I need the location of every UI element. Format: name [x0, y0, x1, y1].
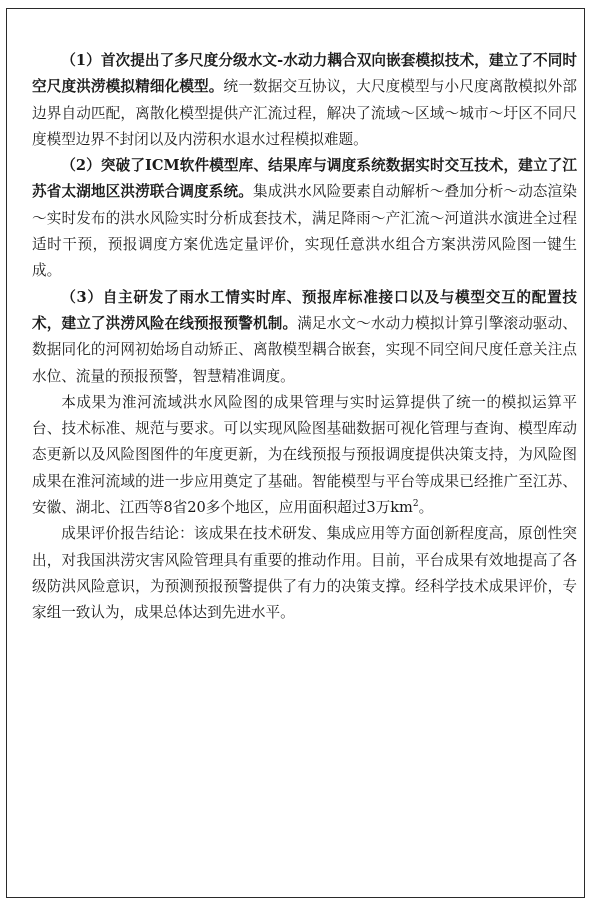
application-text-tail: 。 [418, 499, 434, 517]
innovation-2-heading: （2）突破了ICM软件模型库、结果库与调度系统数据实时交互技术，建立了江苏省太湖地区洪涝联合调度系统。 [32, 157, 577, 201]
innovation-3-text: 满足水文～水动力模拟计算引擎滚动驱动、数据同化的河网初始场自动矫正、离散模型耦合嵌套，实现不同空间尺度任意关注点水位、流量的预报预警，智慧精准调度。 [32, 314, 577, 385]
paragraph-application [32, 390, 577, 521]
innovation-3-heading: （3）自主研发了雨水工情实时库、预报库标准接口以及与模型交互的配置技术，建立了洪涝风险在线预报预警机制。 [32, 288, 577, 332]
evaluation-text: 成果评价报告结论：该成果在技术研发、集成应用等方面创新程度高，原创性突出，对我国洪涝灾害风险管理具有重要的推动作用。目前，平台成果有效地提高了各级防洪风险意识，为预测预报预警提供了有力的决策支撑。经科学技术成果评价，专家组一致认为，成果总体达到先进水平。 [32, 525, 577, 622]
paragraph-evaluation-conclusion [32, 521, 577, 626]
paragraph-innovation-1 [32, 48, 577, 153]
area-unit-superscript: 2 [412, 499, 419, 510]
document-body [32, 48, 577, 627]
innovation-2-text: 集成洪水风险要素自动解析～叠加分析～动态渲染～实时发布的洪水风险实时分析成套技术，满足降雨～产汇流～河道洪水演进全过程适时干预，预报调度方案优选定量评价，实现任意洪水组合方案洪涝风险图一键生成。 [32, 183, 577, 280]
innovation-1-text: 统一数据交互协议，大尺度模型与小尺度离散模拟外部边界自动匹配，离散化模型提供产汇流过程，解决了流域～区域～城市～圩区不同尺度模型边界不封闭以及内涝积水退水过程模拟难题。 [32, 78, 577, 148]
innovation-1-heading: （1）首次提出了多尺度分级水文-水动力耦合双向嵌套模拟技术，建立了不同时空尺度洪涝模拟精细化模型。 [32, 52, 577, 96]
paragraph-innovation-3 [32, 285, 577, 390]
application-text: 本成果为淮河流域洪水风险图的成果管理与实时运算提供了统一的模拟运算平台、技术标准、规范与要求。可以实现风险图基础数据可视化管理与查询、模型库动态更新以及风险图图件的年度更新，为在线预报与预报调度提供决策支持，为风险图成果在淮河流域的进一步应用奠定了基础。智能模型与平台等成果已经推广至江苏、安徽、湖北、江西等8省20多个地区，应用面积超过3万km [32, 393, 577, 517]
paragraph-innovation-2 [32, 153, 577, 284]
